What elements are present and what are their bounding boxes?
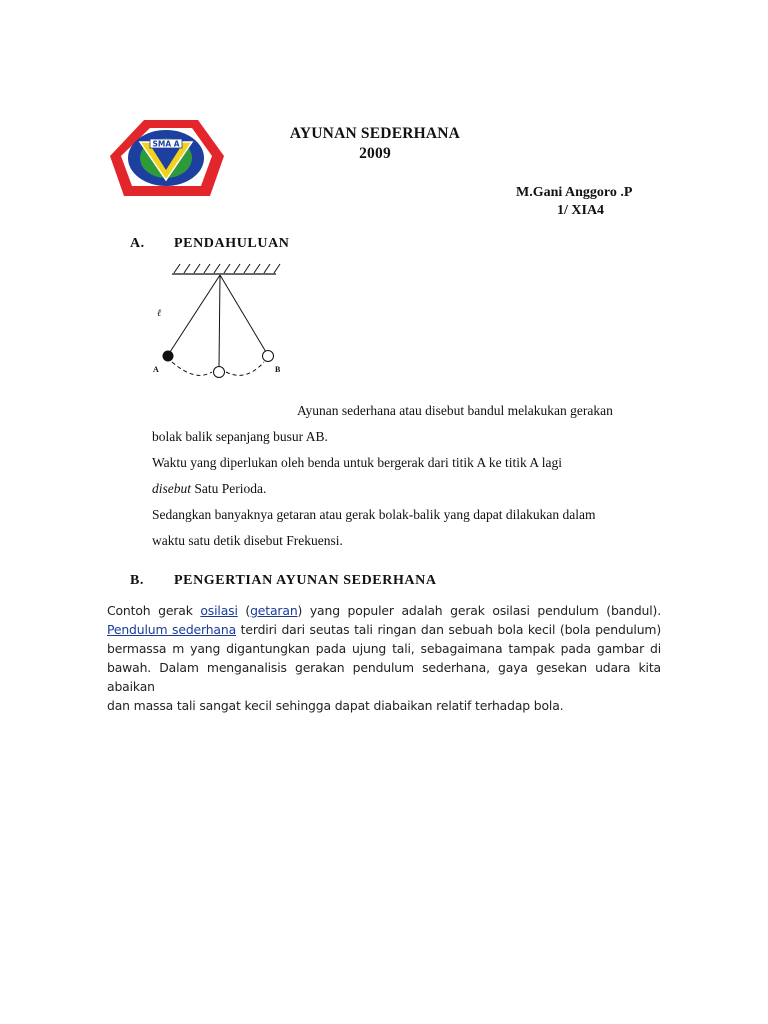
section-b-body [107,601,661,715]
section-a-title: PENDAHULUAN [174,236,290,251]
paragraph-line-1: Ayunan sederhana atau disebut bandul melakukan gerakan [297,403,613,418]
section-a-number: A. [130,236,145,251]
title-line-1: AYUNAN SEDERHANA [289,125,461,142]
term-disebut: disebut [152,481,191,496]
author-block [440,184,680,220]
paragraph-line-4-rest: Satu Perioda. [191,481,267,496]
section-b-title: PENGERTIAN AYUNAN SEDERHANA [174,573,437,588]
link-pendulum-sederhana[interactable]: Pendulum sederhana [107,622,237,637]
bob-a-icon [163,351,174,362]
label-string-length: ℓ [157,308,162,319]
link-getaran[interactable]: getaran [250,603,298,618]
body-line-3: bermassa m yang digantungkan pada ujung tali, sebagaimana tampak pada gambar di [107,641,661,656]
label-a: A [153,365,159,374]
link-osilasi[interactable]: osilasi [200,603,238,618]
bob-center-icon [214,367,225,378]
pendulum-figure [148,258,288,378]
logo-text: SMA A [152,139,180,149]
body-line-4: bawah. Dalam menganalisis gerakan pendulum sederhana, gaya gesekan udara kita abaikan [107,660,661,694]
author-class: 1/ XIA4 [557,203,605,218]
paragraph-line-4 [152,476,266,502]
paragraph-line-3: Waktu yang diperlukan oleh benda untuk bergerak dari titik A ke titik A lagi [152,455,562,470]
string-center [219,275,220,367]
section-b-number: B. [130,573,144,588]
school-logo [106,118,226,198]
label-b: B [275,365,281,374]
bob-b-icon [263,351,274,362]
title-line-2: 2009 [359,145,391,162]
string-right [220,275,266,352]
body-line-5: dan massa tali sangat kecil sehingga dapat diabaikan relatif terhadap bola. [107,698,564,713]
string-left [170,275,220,352]
paragraph-line-2: bolak balik sepanjang busur AB. [152,429,328,444]
body-line-1: Contoh gerak osilasi (getaran) yang populer adalah gerak osilasi pendulum (bandul). [107,603,662,618]
school-logo-emblem-icon [106,118,226,198]
document-title [250,124,500,164]
paragraph-line-6: waktu satu detik disebut Frekuensi. [152,533,343,548]
body-line-2: Pendulum sederhana terdiri dari seutas tali ringan dan sebuah bola kecil (bola pendulum) [107,622,662,637]
paragraph-line-5: Sedangkan banyaknya getaran atau gerak bolak-balik yang dapat dilakukan dalam [152,507,596,522]
author-name: M.Gani Anggoro .P [516,185,633,200]
